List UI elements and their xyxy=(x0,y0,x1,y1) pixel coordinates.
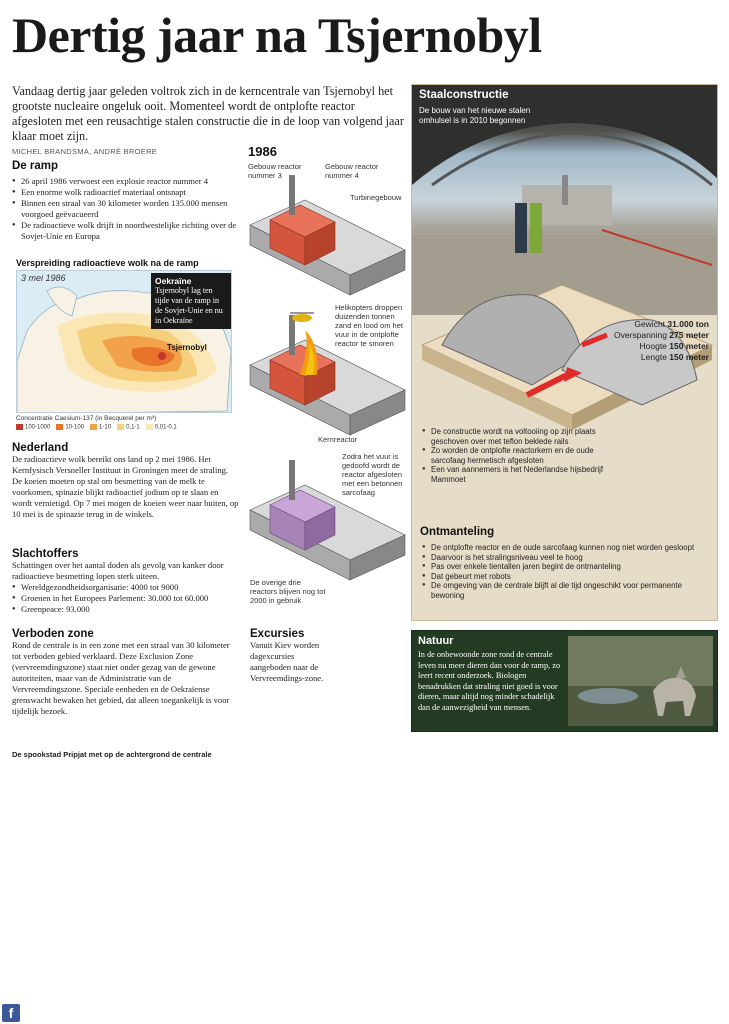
list-item: ● 26 april 1986 verwoest een explosie reactor nummer 4 xyxy=(12,176,240,187)
slachtoffers-heading: Slachtoffers xyxy=(12,548,79,560)
ramp-heading: De ramp xyxy=(12,160,59,172)
list-item: ● Daarvoor is het stralingsniveau veel te hoog xyxy=(422,553,712,563)
section-slachtoffers xyxy=(12,548,240,615)
legend-item xyxy=(146,424,177,431)
legend-swatch xyxy=(16,424,23,430)
page-title: Dertig jaar na Tsjernobyl xyxy=(12,7,542,63)
natuur-text: In de onbewoonde zone rond de centrale leven nu meer dieren dan voor de ramp, zo leert recent onderzoek. Biologen benadrukken dat straling niet goed is voor dieren, maar altijd nog minder schadelijk dan de aanwezigheid van mensen. xyxy=(418,650,561,712)
list-item: ● Een enorme wolk radioactief materiaal ontsnapt xyxy=(12,187,240,198)
legend-label: 0,1-1 xyxy=(126,424,140,431)
legend-swatch xyxy=(90,424,97,430)
staal-list xyxy=(422,427,622,485)
zone-heading: Verboden zone xyxy=(12,628,94,640)
spec-label: Hoogte xyxy=(639,341,667,351)
reactor-stage-1 xyxy=(250,175,405,295)
reactor-stage-3 xyxy=(250,460,405,580)
spec-row xyxy=(614,352,709,363)
legend-label: 1-10 xyxy=(99,424,112,431)
ontmanteling-heading: Ontmanteling xyxy=(420,526,495,538)
list-item: ● Greenpeace: 93.000 xyxy=(12,604,240,615)
legend-swatch xyxy=(117,424,124,430)
list-item: ● De omgeving van de centrale blijft al die tijd ongeschikt voor permanente bewoning xyxy=(422,581,712,600)
list-item: ● Zo worden de ontplofte reactorkern en de oude sarcofaag hermetisch afgesloten xyxy=(422,446,622,465)
label-helicopters: Helikopters droppen duizenden tonnen zand en lood om het vuur in de ontplofte reactor te smoren xyxy=(335,303,403,348)
legend-label: 10-100 xyxy=(65,424,85,431)
label-other-reactors: De overige drie reactors blijven nog tot 2000 in gebruik xyxy=(250,578,326,605)
legend-label: 100-1000 xyxy=(25,424,51,431)
photo-caption: De spookstad Pripjat met op de achtergrond de centrale xyxy=(12,750,212,759)
facebook-icon[interactable]: f xyxy=(2,1004,20,1022)
spec-value: 150 meter xyxy=(669,341,709,351)
excursies-text: Vanuit Kiev worden dagexcursies aangeboden naar de Vervreemdings-zone. xyxy=(250,640,324,683)
excursies-heading: Excursies xyxy=(250,628,305,640)
legend-item xyxy=(90,424,111,431)
construction-photo xyxy=(412,85,718,315)
legend-unit: (in Becquerel per m³) xyxy=(95,415,157,422)
label-reactor-4: Gebouw reactor nummer 4 xyxy=(325,162,379,180)
spec-row xyxy=(614,330,709,341)
wolf-photo xyxy=(568,636,713,726)
slachtoffers-list xyxy=(12,582,240,615)
ramp-list xyxy=(12,176,240,242)
list-item: ● De constructie wordt na voltooiing op zijn plaats geschoven over met teflon beklede rails xyxy=(422,427,622,446)
spec-label: Gewicht xyxy=(634,319,666,329)
map-date: 3 mei 1986 xyxy=(21,273,66,283)
list-item: ● Dat gebeurt met robots xyxy=(422,572,712,582)
spec-value: 275 meter xyxy=(669,330,709,340)
tsjernobyl-label: Tsjernobyl xyxy=(167,343,207,352)
list-item: ● Groenen in het Europees Parlement: 30.000 tot 60.000 xyxy=(12,593,240,604)
natuur-panel xyxy=(411,630,718,732)
section-nederland xyxy=(12,442,240,520)
list-item: ● Een van aannemers is het Nederlandse hijsbedrijf Mammoet xyxy=(422,465,622,484)
nederland-heading: Nederland xyxy=(12,442,69,454)
zone-text: Rond de centrale is in een zone met een straal van 30 kilometer tot verboden gebied verklaard. Deze Exclusion Zone (vervreemdingszone) staat niet onder gezag van de gewone autoriteiten, maar van de Administratie van de Vervreemdingszone. Speciale eenheden en de Oekraïense grenswacht bewaken het gebied, dat alleen toegankelijk is voor tijdelijk bezoek. xyxy=(12,640,230,716)
ukraine-callout xyxy=(151,273,231,329)
staal-subtitle: De bouw van het nieuwe stalen omhulsel is in 2010 begonnen xyxy=(419,106,531,125)
spec-label: Overspanning xyxy=(614,330,667,340)
legend-swatch xyxy=(56,424,63,430)
section-verboden-zone xyxy=(12,628,240,717)
label-turbine: Turbinegebouw xyxy=(350,193,402,202)
label-kernreactor: Kernreactor xyxy=(318,435,358,444)
footer xyxy=(0,1004,729,1024)
reactor-diagram xyxy=(245,175,410,595)
legend-item xyxy=(16,424,50,431)
list-item: ● Pas over enkele tientallen jaren begint de ontmanteling xyxy=(422,562,712,572)
ukraine-title: Oekraïne xyxy=(155,276,192,286)
reactor-stage-2 xyxy=(250,315,405,435)
natuur-heading: Natuur xyxy=(418,635,454,647)
list-item: ● Binnen een straal van 30 kilometer worden 135.000 mensen voorgoed geëvacueerd xyxy=(12,198,240,220)
legend-title: Concentratie Caesium-137 xyxy=(16,415,94,422)
spread-map-panel xyxy=(16,258,238,440)
label-reactor-3: Gebouw reactor nummer 3 xyxy=(248,162,302,180)
ontmanteling-list xyxy=(422,543,712,601)
staal-heading: Staalconstructie xyxy=(419,89,509,101)
section-ramp xyxy=(12,160,240,242)
legend-swatch xyxy=(146,424,153,430)
map-title: Verspreiding radioactieve wolk na de ramp xyxy=(16,258,199,268)
legend-items xyxy=(16,424,238,431)
spec-row xyxy=(614,319,709,330)
byline: MICHEL BRANDSMA, ANDRÉ BROERE xyxy=(12,147,158,156)
spec-value: 150 meter xyxy=(669,352,709,362)
wolf-photo-graphic xyxy=(568,636,713,726)
spec-row xyxy=(614,341,709,352)
legend-item xyxy=(56,424,84,431)
map-legend xyxy=(16,415,238,422)
source-credit: © DvhN 260416 | AB | Bron: GraphicNews xyxy=(601,1014,723,1021)
image-credit: Inbeeld Dvhn xyxy=(23,1012,65,1019)
list-item: ● De ontplofte reactor en de oude sarcofaag kunnen nog niet worden gesloopt xyxy=(422,543,712,553)
spec-label: Lengte xyxy=(640,352,667,362)
list-item: ● Wereldgezondheidsorganisatie: 4000 tot 9000 xyxy=(12,582,240,593)
staalconstructie-panel xyxy=(411,84,718,621)
legend-item xyxy=(117,424,140,431)
intro-text: Vandaag dertig jaar geleden voltrok zich in de kerncentrale van Tsjernobyl het grootste nucleaire ongeluk ooit. Momenteel wordt de ontplofte reactor afgesloten met een reusachtige stalen constructie die in de loop van volgend jaar klaar moet zijn. xyxy=(12,84,404,143)
diagram-year: 1986 xyxy=(248,144,277,159)
spec-value: 31.000 ton xyxy=(667,319,709,329)
slachtoffers-text: Schattingen over het aantal doden als gevolg van kanker door radioactieve besmetting lopen sterk uiteen. xyxy=(12,560,224,581)
label-sarcofaag: Zodra het vuur is gedoofd wordt de reactor afgesloten met een betonnen sarcofaag xyxy=(342,452,403,497)
specs-table xyxy=(614,319,709,363)
ukraine-text: Tsjernobyl lag ten tijde van de ramp in de Sovjet-Unie en nu in Oekraïne xyxy=(155,286,223,325)
europe-map xyxy=(16,270,232,413)
nederland-text: De radioactieve wolk bereikt ons land op 2 mei 1986. Het Kernfysisch Versneller Instituut in Groningen meet de straling. De koeien moeten op stal om besmetting van de melk te voorkomen, spinazie blijkt radioactief jodium op te slaan en wordt vernietigd. Op 7 mei mogen de koeien weer naar buiten, op 10 mei is de spinazie terug in de winkels. xyxy=(12,454,239,519)
legend-label: 0,01-0,1 xyxy=(154,424,177,431)
section-excursies xyxy=(250,628,325,684)
list-item: ● De radioactieve wolk drijft in noordwestelijke richting over de Sovjet-Unie en Europa xyxy=(12,220,240,242)
